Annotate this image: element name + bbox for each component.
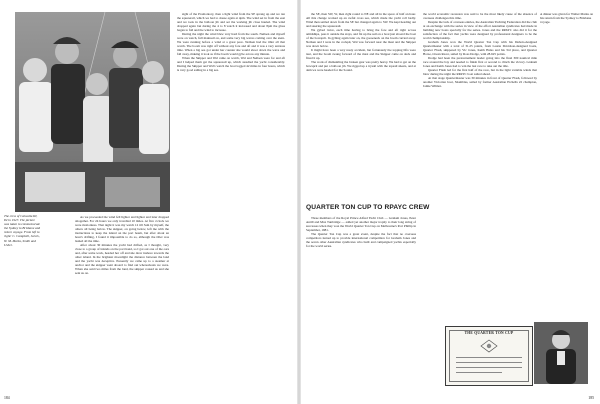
paragraph: It might have been a very nasty accident, but fortunately the topping lifts were taut, and the boom swung forward of the mast and the Skipper came on deck and fixed it up. <box>306 48 416 61</box>
paragraph: When the Skipper and Wal came on watch, Wal and Neilsen were for and aft and I helped them get the squaresail up, which steadied the yacht considerably. During the Skipper and Wal's watch the boat logged 42 miles in four hours, which is very good sailing in a big sea. <box>177 56 285 73</box>
photo-caption <box>4 214 46 247</box>
left-column-1 <box>75 215 169 389</box>
paragraph: Graham Jones won the World Quarter Ton Cup with his Dubois-designed Quartermaster with a total of 31.25 points, from Laurie Davidson-designed boats, Quarter Flash, skippered by Vic Jones, Keith Hales and his 3rd place, and Quarter Horse, Ocean Racer, sailed by Ross Dodge, with 28.625 points. <box>423 40 537 57</box>
caption-line: return voyage. From left to <box>4 230 40 235</box>
quarter-ton-certificate <box>445 326 533 386</box>
paragraph: We gybed twice, each time having to bring the fore and aft right across amidships, pass it outside the stays, and fix up the sail on a boat just aboard the boat of the bowsprit. In gybing again later on, the gooseneck on the boom carried away. Neilsen and I were in the cockpit, Wal was forward near the mast and the Skipper was down below. <box>306 28 416 49</box>
page-number-right: 185 <box>588 396 594 400</box>
paragraph: The work of dismantling the broken gear was pretty heavy. We had to get on the bowsprit and put a balloon jib. We rigged up a trysail with the topsail sheets, and at 4am we were headed for the Sound. <box>306 60 416 73</box>
section-heading: QUARTER TON CUP TO RPAYC CREW <box>306 204 430 211</box>
paragraph: After about 30 minutes the yacht had drifted, as I thought, very close to a group of islands on the port hand, so I got out one of the oars and, after some work, headed her off and she drew inshore towards the other island. In the brightest moonlight the distance between the land and the yacht was deceptive. Presently we came up to a steamer at anchor and the skipper went aboard to find out whereabouts we were. When she said two miles from the land, the skipper roused us and she sent us on. <box>75 243 169 276</box>
caption-line: The crew of Calwalla III, <box>4 214 38 218</box>
right-column-1-bottom <box>306 216 416 388</box>
paragraph: the SE, then SW, W, then right round to NE and all in the space of half an hour. All this change worked up an awful cross sea, which made the yacht roll badly. Wind then settled down from the SE but changed again to SW. We kept heading out and steering the squaresail. <box>306 12 416 29</box>
certificate-line <box>456 357 522 358</box>
paragraph: Despite the lack of overseas entries, the Australian Yachting Federation did the club at an exchange with the series in view of the effort Australian syndicates had made in building new boats specially for the series. Jones and the RPAYC also did it for the satisfaction of the fact that yachts were designed by professional designers to be the world championship. <box>423 20 537 41</box>
certificate-border <box>449 330 529 382</box>
paragraph: At that stage Quartermaster was 30 minutes in front of Quarter Flash, followed by another Victorian boat, Shambles, sailed by former Australian Etchells 22 champion, Jamie Wilmot. <box>423 76 537 89</box>
certificate-line <box>456 372 502 373</box>
certificate-title: THE QUARTER TON CUP <box>464 331 514 335</box>
paragraph: The Quarter Ton Cup was a great event, despite the fact that no overseas competitors turned up to provide international competition for Graham Jones and the seven other Australian syndicates who built and campaigned yachts especially for the world series. <box>306 232 416 249</box>
caption-line: W. M. Marks, Smith and <box>4 238 36 243</box>
certificate-line <box>456 367 522 368</box>
caption-line: Usher. <box>4 242 13 247</box>
right-column-1-top <box>306 12 416 198</box>
left-page <box>0 0 298 404</box>
right-caption <box>540 12 594 52</box>
page-number-left: 184 <box>4 396 10 400</box>
certificate-emblem-icon <box>480 339 498 353</box>
certificate-line <box>456 362 522 363</box>
paragraph: Quarter Flash led for the first half of the race, but in the light variable winds that blew during the night the RPAYC boat sailed ahead. <box>423 68 537 77</box>
caption-line: the Sydney to Brisbane and <box>4 226 41 231</box>
paragraph: sight of the Promontory, then a light wind from the SE sprang up and we ran the squarerail, which we had to douse again at 4pm. The wind set in from the east and we took in the balloon jib and set the working jib close hauled. The wind dropped again but during the 4 to 8 watch it increased and about 8pm the glass began to fall and the wind to increase. <box>177 12 285 33</box>
crew-photo <box>15 12 170 212</box>
dinner-photo <box>534 322 588 384</box>
caption-line: right: C. Campbell, Jarvis, <box>4 234 40 239</box>
caption-text: A dinner was given for Walter Marks on his return from the Sydney to Brisbane voyage. <box>540 12 594 25</box>
right-column-2 <box>423 12 537 320</box>
caption-line: Ilé in 1927. The picture <box>4 218 35 223</box>
paragraph: Dodge had been the pretournament leader going into the final 300 nautical mile race around the bay and needed to finish first or second to clinch the victory. Graham Jones and Keith Jones had to win the last race to take out the title. <box>423 56 537 69</box>
left-column-2 <box>177 12 285 390</box>
paragraph: During the night the wind blew very hard from the south. Neilsen and myself were on watch, full mainsail on, and some very big waves coming over the stern. We were running before a wind at a great pace. Neilsen had the tiller all that watch. The boom was right off without any fore and aft and it was a very anxious time. When a big sea got under her counter she would shoot down the wave and fall away, making it look as if the boom would gybe across any minute. <box>177 32 285 57</box>
paragraph: As we proceeded the wind fell lighter and lighter and later dropped altogether. For 24 hours we only travelled 10 miles. At five o'clock we were motionless. That night it was my watch 12 till 3am by myself, the others all being below. The skipper, on going below, left me with the instructions to keep the island on the port beam, but after about an hour's drifting, I found it impossible to do so, although the tiller was lashed all the time. <box>75 215 169 244</box>
caption-line: was taken to commemorate <box>4 222 40 227</box>
paragraph: Three members of the Royal Prince Alfred Yacht Club — Graham Jones, Peter Antill and Max Tunbridge — added yet another major trophy to their long string of successes when they won the World Quarter Ton Cup on Melbourne's Port Phillip in September, 1981. <box>306 216 416 233</box>
paragraph: the world economic recession was said to be the most likely cause of the absence of overseas challenges this time. <box>423 12 537 21</box>
